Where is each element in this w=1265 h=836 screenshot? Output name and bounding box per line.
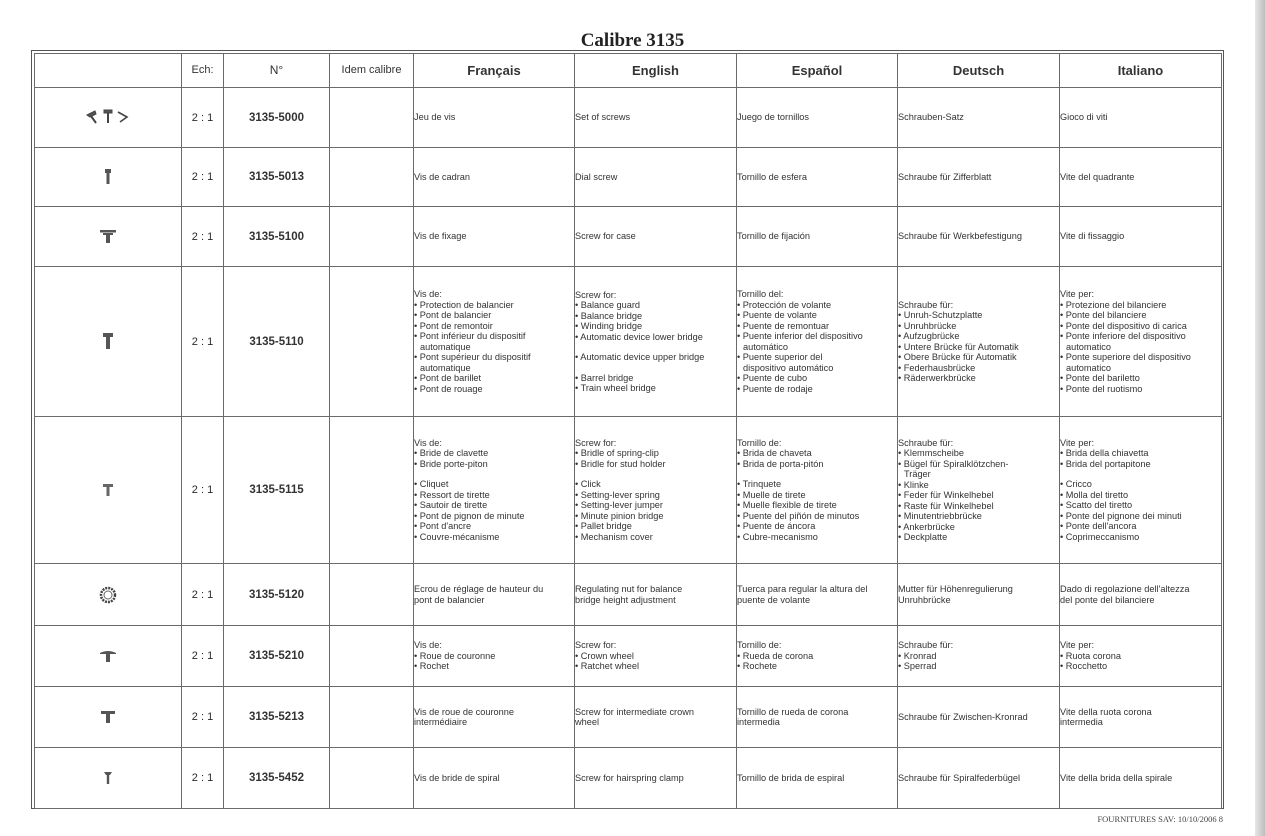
description-de-cell	[898, 207, 1060, 267]
header-spanish: Español	[737, 54, 898, 88]
description-de-cell	[898, 148, 1060, 207]
description-line: Tornillo del:	[737, 289, 784, 299]
description-line: Vite di fissaggio	[1060, 231, 1125, 242]
description-de-cell	[898, 267, 1060, 417]
description-line: Tuerca para regular la altura del	[737, 584, 868, 594]
scale-cell: 2 : 1	[182, 417, 224, 564]
description-line: • Cliquet	[414, 479, 449, 490]
description-it-cell	[1060, 88, 1222, 148]
description-es-cell	[737, 626, 898, 687]
description-line: • Minutentriebbrücke	[898, 511, 982, 521]
part-symbol-cell	[35, 417, 182, 564]
description-line: Vite per:	[1060, 289, 1095, 299]
header-idem-calibre: Idem calibre	[330, 54, 414, 88]
description-line: puente de volante	[737, 594, 811, 605]
description-line	[414, 469, 574, 479]
description-line: • Winding bridge	[575, 321, 643, 331]
description-line: • Rochet	[414, 661, 449, 672]
part-symbol-cell	[35, 148, 182, 207]
part-symbol-cell	[35, 687, 182, 748]
description-line: Tornillo de brida de espiral	[737, 772, 845, 783]
description-line: Schraube für Spiralfederbügel	[898, 772, 1021, 783]
description-line: automatico	[1066, 362, 1111, 373]
description-line: Schraube für Zwischen-Kronrad	[898, 711, 1028, 722]
page-edge	[1255, 0, 1265, 836]
description-line: • Brida de porta-pitón	[737, 458, 824, 469]
description-de-cell	[898, 564, 1060, 626]
description-de-cell	[898, 687, 1060, 748]
description-line: • Cubre-mecanismo	[737, 531, 818, 542]
description-line: del ponte del bilanciere	[1060, 594, 1155, 605]
part-number-cell: 3135-5000	[224, 88, 330, 148]
description-line: • Ponte del bariletto	[1060, 373, 1140, 383]
description-line: Vis de:	[414, 640, 442, 651]
description-line: Set of screws	[575, 112, 631, 123]
part-number-cell: 3135-5120	[224, 564, 330, 626]
part-number-cell: 3135-5210	[224, 626, 330, 687]
description-line: • Balance bridge	[575, 310, 643, 321]
description-line: automatique	[420, 341, 471, 352]
description-line: • Scatto del tiretto	[1060, 500, 1133, 511]
description-fr-cell	[414, 417, 575, 564]
description-line: • Kronrad	[898, 650, 937, 661]
part-symbol-cell	[35, 207, 182, 267]
description-line: • Federhausbrücke	[898, 362, 976, 373]
intermediate-crown-screw-icon	[100, 708, 116, 725]
description-line: • Ponte superiore del dispositivo	[1060, 352, 1191, 362]
description-line: Schraube für:	[898, 299, 954, 310]
description-fr-cell	[414, 564, 575, 626]
description-en-cell	[575, 207, 737, 267]
description-line: • Pont de balancier	[414, 310, 492, 320]
description-es-cell	[737, 148, 898, 207]
description-line: • Puente de áncora	[737, 521, 816, 532]
description-line: • Untere Brücke für Automatik	[898, 341, 1019, 352]
description-line: bridge height adjustment	[575, 594, 676, 605]
description-line: • Setting-lever jumper	[575, 500, 663, 511]
header-german: Deutsch	[898, 54, 1060, 88]
description-line: • Räderwerkbrücke	[898, 373, 976, 383]
description-line: Regulating nut for balance	[575, 584, 683, 594]
description-line: pont de balancier	[414, 594, 485, 605]
description-line: Tornillo de rueda de corona	[737, 706, 849, 717]
description-en-cell	[575, 88, 737, 148]
description-line: Tornillo de:	[737, 437, 782, 448]
screw-set-icon	[85, 109, 131, 126]
description-line: • Puente de rodaje	[737, 383, 813, 394]
description-line: • Unruhbrücke	[898, 320, 957, 331]
description-line: Tornillo de:	[737, 640, 782, 651]
description-line: • Coprimeccanismo	[1060, 531, 1140, 542]
description-line: • Roue de couronne	[414, 650, 496, 661]
scale-cell: 2 : 1	[182, 687, 224, 748]
description-line: • Klinke	[898, 479, 929, 490]
description-fr-cell	[414, 88, 575, 148]
dial-screw-icon	[103, 168, 113, 185]
description-es-cell	[737, 687, 898, 748]
description-line	[737, 469, 897, 479]
description-line: • Barrel bridge	[575, 372, 634, 383]
description-line: • Unruh-Schutzplatte	[898, 310, 983, 320]
description-line	[1060, 469, 1221, 479]
description-line: Vite del quadrante	[1060, 171, 1135, 182]
description-line: • Protección de volante	[737, 299, 832, 310]
description-fr-cell	[414, 687, 575, 748]
part-number-cell: 3135-5115	[224, 417, 330, 564]
description-line: Gioco di viti	[1060, 112, 1108, 123]
description-it-cell	[1060, 148, 1222, 207]
description-line: Träger	[904, 469, 931, 479]
table-row	[35, 748, 1222, 809]
description-en-cell	[575, 687, 737, 748]
description-line: • Ratchet wheel	[575, 661, 639, 672]
description-line: • Ressort de tirette	[414, 489, 490, 500]
description-line: • Pallet bridge	[575, 521, 632, 532]
bridge-screw-icon	[102, 333, 114, 350]
description-line: intermédiaire	[414, 717, 468, 727]
header-symbol	[35, 54, 182, 88]
part-symbol-cell	[35, 564, 182, 626]
description-line: • Ponte del pignone dei minuti	[1060, 510, 1182, 521]
description-es-cell	[737, 748, 898, 809]
description-line: • Obere Brücke für Automatik	[898, 352, 1017, 362]
scale-cell: 2 : 1	[182, 564, 224, 626]
description-line: • Ponte dell'ancora	[1060, 521, 1137, 532]
part-symbol-cell	[35, 626, 182, 687]
table-row	[35, 267, 1222, 417]
crown-wheel-screw-icon	[99, 647, 117, 664]
part-number-cell: 3135-5213	[224, 687, 330, 748]
header-italian: Italiano	[1060, 54, 1222, 88]
table-row	[35, 148, 1222, 207]
description-line: • Cricco	[1060, 479, 1092, 490]
description-line: • Aufzugbrücke	[898, 331, 960, 341]
description-it-cell	[1060, 564, 1222, 626]
description-en-cell	[575, 748, 737, 809]
description-line: Vite della brida della spirale	[1060, 772, 1173, 783]
description-line: • Puente del piñón de minutos	[737, 510, 860, 521]
description-line: intermedia	[1060, 717, 1103, 727]
part-symbol-cell	[35, 748, 182, 809]
description-line: Unruhbrücke	[898, 594, 951, 605]
description-line: • Muelle de tirete	[737, 489, 806, 500]
description-it-cell	[1060, 207, 1222, 267]
description-it-cell	[1060, 626, 1222, 687]
description-es-cell	[737, 207, 898, 267]
description-line: Ecrou de réglage de hauteur du	[414, 584, 544, 594]
header-english: English	[575, 54, 737, 88]
description-line: dispositivo automático	[743, 362, 834, 373]
description-line: • Bridle of spring-clip	[575, 448, 659, 459]
description-line: • Bride de clavette	[414, 448, 489, 459]
description-fr-cell	[414, 148, 575, 207]
idem-calibre-cell	[330, 88, 414, 148]
description-de-cell	[898, 417, 1060, 564]
description-line: Tornillo de fijación	[737, 231, 811, 242]
idem-calibre-cell	[330, 207, 414, 267]
description-de-cell	[898, 626, 1060, 687]
description-es-cell	[737, 564, 898, 626]
description-line: Vis de bride de spiral	[414, 772, 500, 783]
scale-cell: 2 : 1	[182, 207, 224, 267]
description-line: • Pont de remontoir	[414, 320, 493, 331]
description-en-cell	[575, 626, 737, 687]
description-line: • Molla del tiretto	[1060, 489, 1129, 500]
description-line: • Puente de volante	[737, 310, 817, 320]
description-en-cell	[575, 417, 737, 564]
description-line: • Pont de rouage	[414, 383, 483, 394]
scale-cell: 2 : 1	[182, 148, 224, 207]
description-line: intermedia	[737, 717, 780, 727]
description-line: Vis de:	[414, 437, 442, 448]
description-line: • Rueda de corona	[737, 650, 814, 661]
case-screw-icon	[98, 228, 118, 245]
description-line: Screw for hairspring clamp	[575, 772, 684, 783]
hairspring-clamp-screw-icon	[103, 769, 113, 786]
description-en-cell	[575, 148, 737, 207]
table-row	[35, 564, 1222, 626]
description-line: • Brida della chiavetta	[1060, 448, 1149, 459]
description-line: wheel	[575, 717, 600, 727]
description-line: • Rocchetto	[1060, 661, 1108, 672]
description-fr-cell	[414, 626, 575, 687]
description-line: Mutter für Höhenregulierung	[898, 584, 1013, 594]
table-row	[35, 687, 1222, 748]
description-line: • Puente de remontuar	[737, 320, 830, 331]
footer-text: FOURNITURES SAV: 10/10/2006 8	[1097, 814, 1223, 824]
table-row	[35, 88, 1222, 148]
description-it-cell	[1060, 417, 1222, 564]
table-row	[35, 626, 1222, 687]
description-line: • Click	[575, 479, 601, 490]
description-line: • Feder für Winkelhebel	[898, 490, 994, 500]
description-line: • Muelle flexible de tirete	[737, 500, 837, 511]
description-en-cell	[575, 267, 737, 417]
description-line: • Train wheel bridge	[575, 383, 656, 393]
description-line: • Deckplatte	[898, 532, 948, 542]
header-row	[35, 54, 1222, 88]
description-line: Vite per:	[1060, 437, 1095, 448]
idem-calibre-cell	[330, 417, 414, 564]
clip-screw-icon	[102, 481, 114, 498]
description-line: • Klemmscheibe	[898, 448, 965, 458]
idem-calibre-cell	[330, 748, 414, 809]
description-line: • Ponte del bilanciere	[1060, 310, 1147, 320]
scale-cell: 2 : 1	[182, 626, 224, 687]
description-es-cell	[737, 417, 898, 564]
description-es-cell	[737, 88, 898, 148]
parts-table	[34, 53, 1222, 809]
description-line	[575, 363, 736, 373]
description-line: Dial screw	[575, 171, 618, 182]
description-line: Schraube für:	[898, 640, 954, 651]
description-line: • Ruota corona	[1060, 650, 1121, 661]
description-line: • Sautoir de tirette	[414, 500, 488, 511]
description-line: • Pont de pignon de minute	[414, 510, 525, 521]
description-fr-cell	[414, 267, 575, 417]
description-it-cell	[1060, 267, 1222, 417]
description-line: • Ponte del ruotismo	[1060, 383, 1143, 394]
description-line: Screw for:	[575, 640, 617, 651]
description-line: automatico	[1066, 341, 1111, 352]
description-line	[575, 342, 736, 352]
description-line: automático	[743, 341, 788, 352]
description-line: Schraube für:	[898, 437, 954, 448]
description-fr-cell	[414, 207, 575, 267]
header-ech: Ech:	[182, 54, 224, 88]
description-es-cell	[737, 267, 898, 417]
description-line: Screw for:	[575, 289, 617, 300]
description-line: • Pont d'ancre	[414, 521, 472, 532]
description-line: Juego de tornillos	[737, 112, 810, 123]
description-line: • Brida del portapitone	[1060, 458, 1151, 469]
description-line: • Ponte inferiore del dispositivo	[1060, 331, 1186, 341]
description-line: • Pont supérieur du dispositif	[414, 352, 531, 362]
description-line: • Pont de barillet	[414, 373, 482, 383]
part-number-cell: 3135-5110	[224, 267, 330, 417]
description-line: • Crown wheel	[575, 650, 634, 661]
description-line: Vis de cadran	[414, 171, 471, 182]
description-line: • Setting-lever spring	[575, 489, 660, 500]
part-symbol-cell	[35, 88, 182, 148]
description-line: Vite della ruota corona	[1060, 706, 1152, 717]
description-line: • Bride porte-piton	[414, 458, 488, 469]
header-number: N°	[224, 54, 330, 88]
description-line: • Balance guard	[575, 300, 641, 310]
description-line: Vite per:	[1060, 640, 1095, 651]
table-row	[35, 207, 1222, 267]
idem-calibre-cell	[330, 626, 414, 687]
description-line: • Ponte del dispositivo di carica	[1060, 320, 1187, 331]
description-line: • Automatic device upper bridge	[575, 352, 705, 362]
scale-cell: 2 : 1	[182, 88, 224, 148]
description-line: Screw for intermediate crown	[575, 706, 694, 717]
description-line: • Protection de balancier	[414, 299, 514, 310]
idem-calibre-cell	[330, 267, 414, 417]
description-line: Schraube für Zifferblatt	[898, 171, 992, 182]
description-line: • Protezione del bilanciere	[1060, 299, 1167, 310]
description-en-cell	[575, 564, 737, 626]
description-line: • Raste für Winkelhebel	[898, 500, 994, 511]
description-line: • Rochete	[737, 661, 777, 672]
description-line: Screw for:	[575, 437, 617, 448]
description-line: • Automatic device lower bridge	[575, 331, 703, 342]
idem-calibre-cell	[330, 148, 414, 207]
regulating-nut-icon	[98, 586, 118, 603]
idem-calibre-cell	[330, 564, 414, 626]
part-symbol-cell	[35, 267, 182, 417]
header-french: Français	[414, 54, 575, 88]
part-number-cell: 3135-5452	[224, 748, 330, 809]
description-line: Vis de roue de couronne	[414, 706, 514, 717]
description-line: • Brida de chaveta	[737, 448, 812, 459]
description-line: • Couvre-mécanisme	[414, 531, 500, 542]
description-line: • Sperrad	[898, 661, 937, 672]
description-de-cell	[898, 748, 1060, 809]
description-line: Jeu de vis	[414, 112, 456, 123]
description-line: • Puente inferior del dispositivo	[737, 331, 863, 341]
description-line: Tornillo de esfera	[737, 171, 807, 182]
description-line: • Pont inférieur du dispositif	[414, 331, 526, 341]
description-line: Schraube für Werkbefestigung	[898, 231, 1022, 242]
description-line: • Trinquete	[737, 479, 782, 490]
document-title: Calibre 3135	[580, 30, 685, 51]
description-line: • Ankerbrücke	[898, 521, 955, 532]
description-fr-cell	[414, 748, 575, 809]
description-line: Schrauben-Satz	[898, 112, 964, 123]
description-line: • Minute pinion bridge	[575, 510, 664, 521]
description-line: automatique	[420, 362, 471, 373]
scale-cell: 2 : 1	[182, 748, 224, 809]
description-line	[575, 469, 736, 479]
description-line: Screw for case	[575, 231, 636, 242]
description-it-cell	[1060, 748, 1222, 809]
description-line: • Bridle for stud holder	[575, 458, 666, 469]
table-row	[35, 417, 1222, 564]
description-de-cell	[898, 88, 1060, 148]
description-line: • Puente superior del	[737, 352, 823, 362]
description-line: Dado di regolazione dell'altezza	[1060, 584, 1190, 594]
description-line: • Puente de cubo	[737, 373, 808, 383]
description-line: Vis de:	[414, 289, 442, 299]
part-number-cell: 3135-5100	[224, 207, 330, 267]
description-line: • Bügel für Spiralklötzchen-	[898, 458, 1009, 469]
part-number-cell: 3135-5013	[224, 148, 330, 207]
description-it-cell	[1060, 687, 1222, 748]
scale-cell: 2 : 1	[182, 267, 224, 417]
description-line: Vis de fixage	[414, 231, 467, 242]
idem-calibre-cell	[330, 687, 414, 748]
description-line: • Mechanism cover	[575, 531, 653, 542]
